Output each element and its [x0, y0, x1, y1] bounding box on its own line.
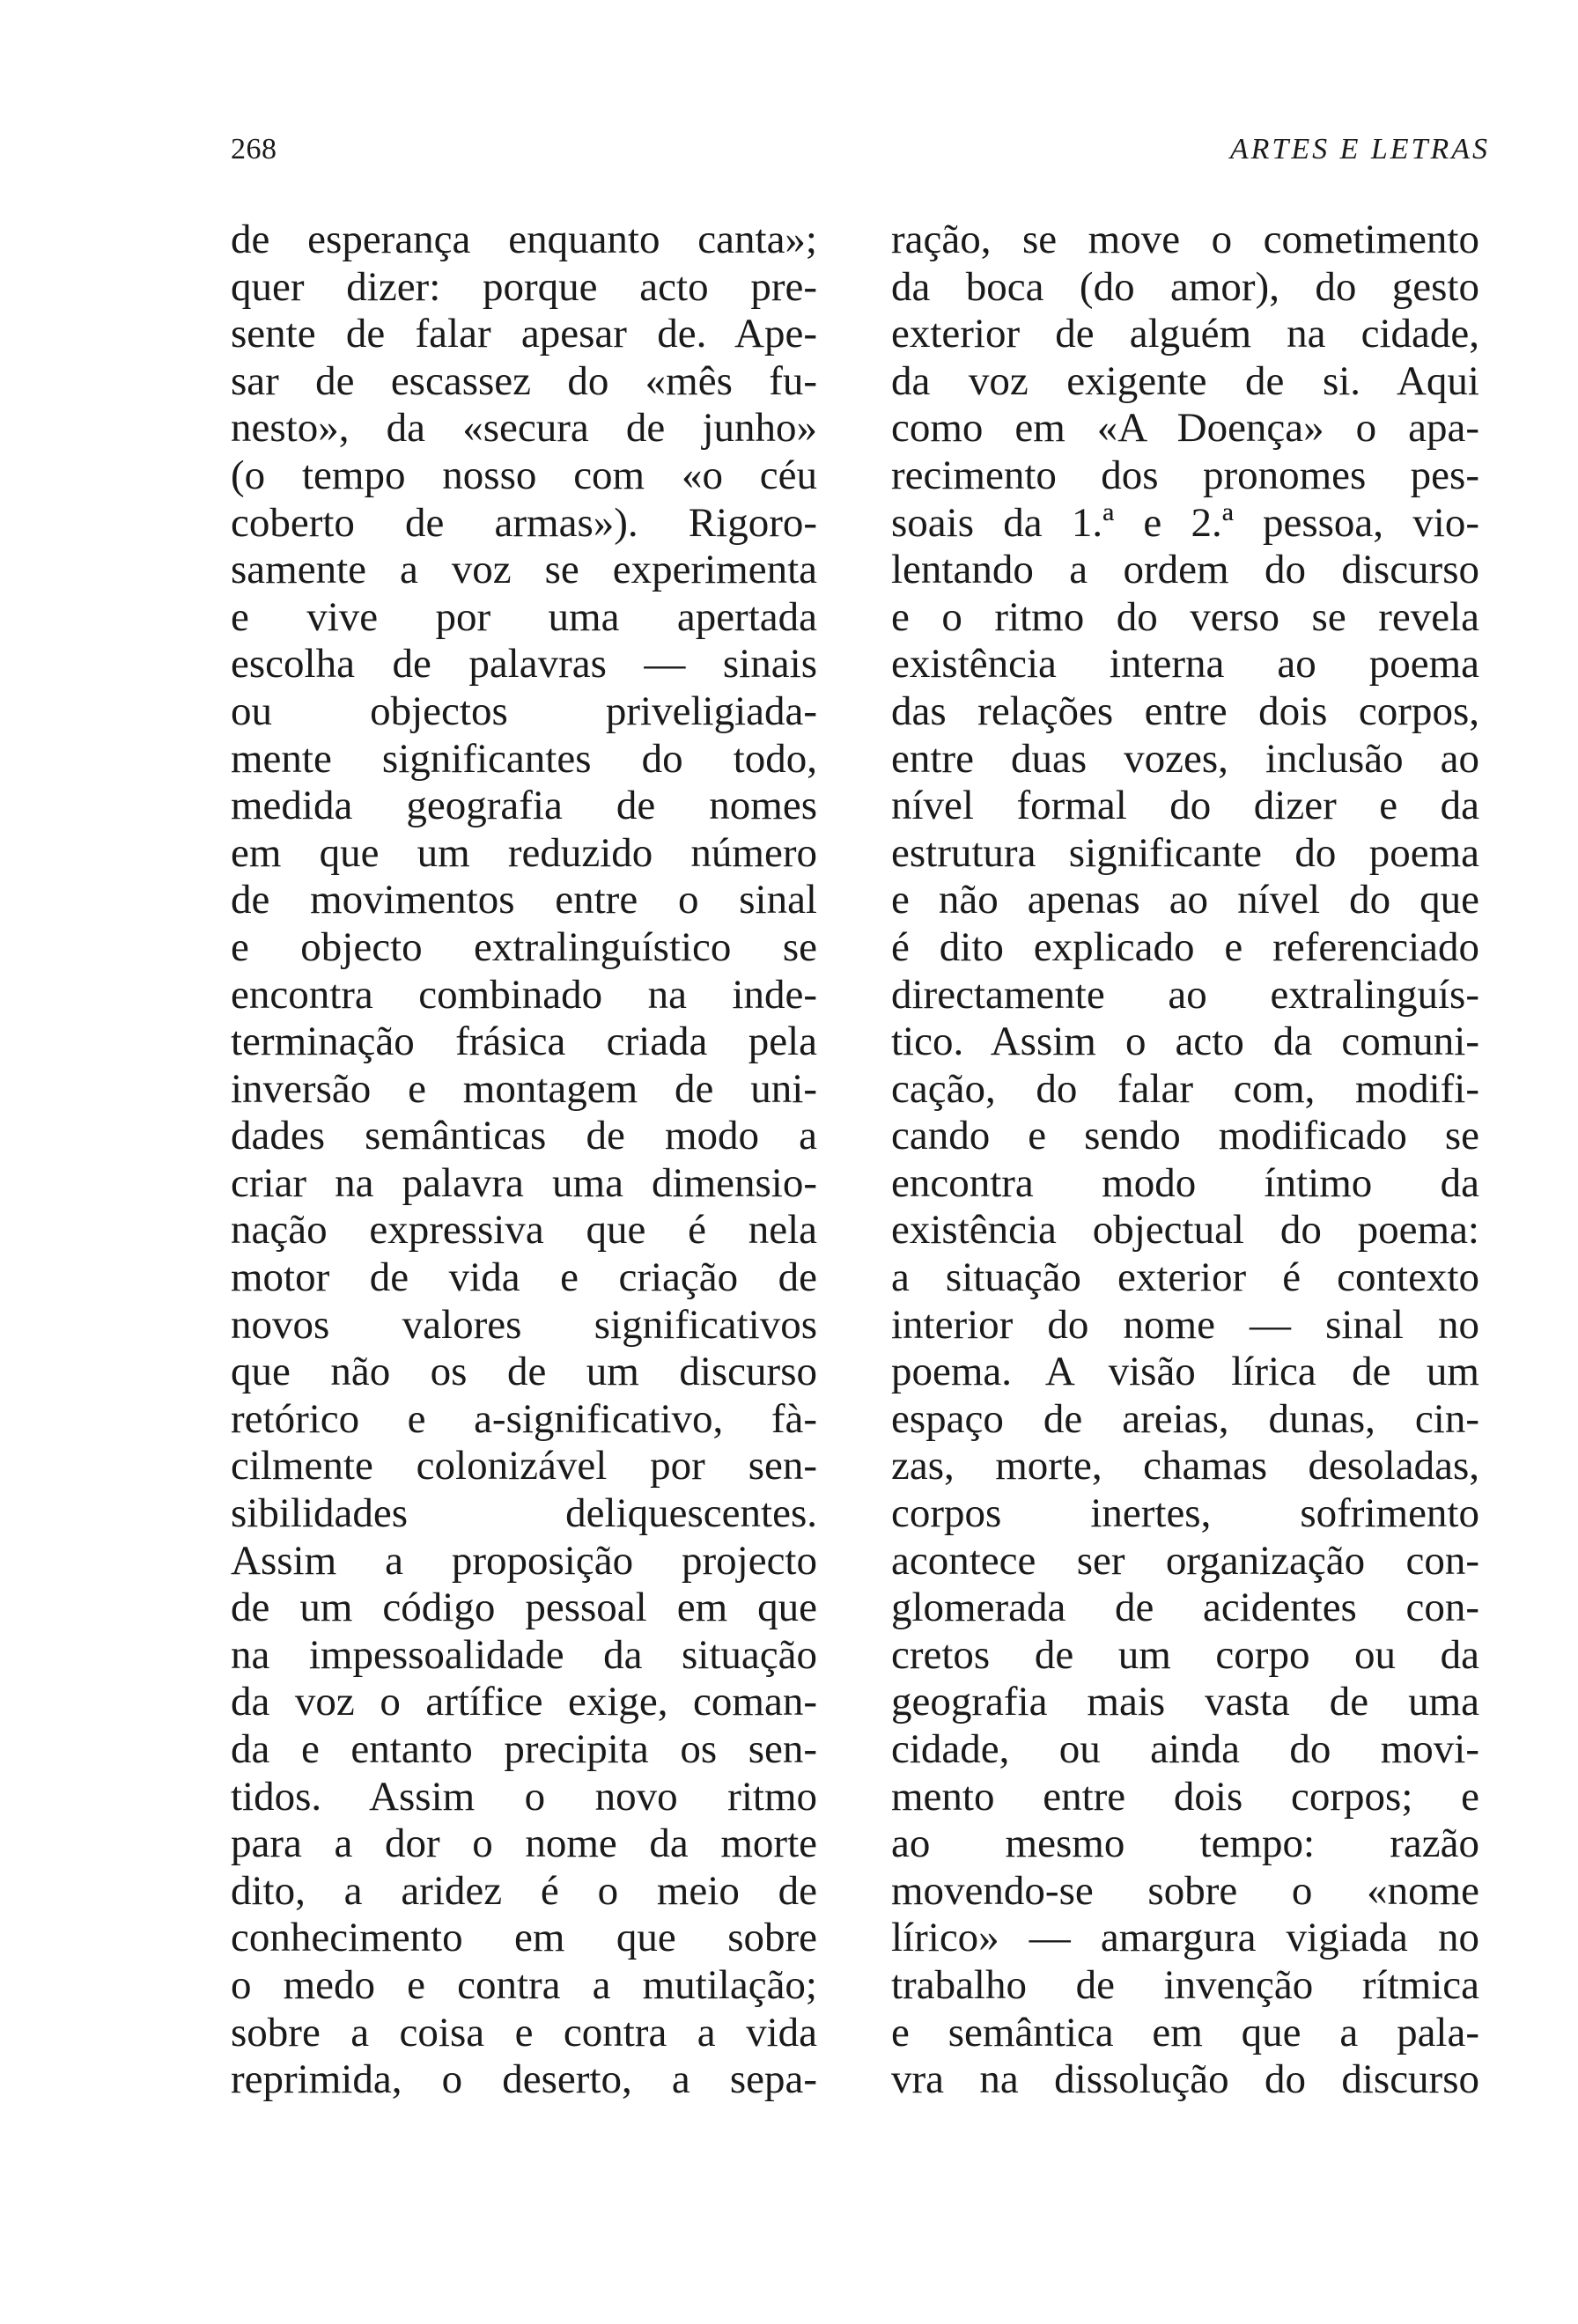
text-line: soais da 1.ª e 2.ª pessoa, vio- [891, 499, 1479, 546]
text-line: samente a voz se experimenta [231, 547, 817, 593]
text-line: retórico e a-significativo, fà- [231, 1395, 817, 1442]
text-line: recimento dos pronomes pes- [891, 452, 1479, 498]
text-line: de esperança enquanto canta»; [231, 217, 817, 262]
text-line: quer dizer: porque acto pre- [231, 263, 817, 310]
text-line: cando e sendo modificado se [891, 1113, 1479, 1159]
text-line: corpos inertes, sofrimento [891, 1490, 1479, 1537]
text-line: novos valores significativos [231, 1301, 817, 1348]
text-line: cidade, ou ainda do movi- [891, 1726, 1479, 1772]
text-line: mente significantes do todo, [231, 735, 817, 782]
text-line: movendo-se sobre o «nome [891, 1867, 1479, 1914]
text-line: cretos de um corpo ou da [891, 1631, 1479, 1678]
text-line: da voz o artífice exige, coman- [231, 1679, 817, 1725]
text-line: da voz exigente de si. Aqui [891, 357, 1479, 404]
text-line: nível formal do dizer e da [891, 783, 1479, 829]
text-line: reprimida, o deserto, a sepa- [231, 2056, 817, 2103]
text-line: ou objectos priveligiada- [231, 688, 817, 734]
text-line: existência interna ao poema [891, 641, 1479, 688]
text-line: entre duas vozes, inclusão ao [891, 735, 1479, 782]
text-line: trabalho de invenção rítmica [891, 1961, 1479, 2008]
text-line: conhecimento em que sobre [231, 1915, 817, 1961]
text-line: na impessoalidade da situação [231, 1631, 817, 1678]
right-text-column [891, 217, 1479, 2104]
text-line: sente de falar apesar de. Ape- [231, 311, 817, 357]
page-number: 268 [231, 133, 277, 165]
text-line: para a dor o nome da morte [231, 1820, 817, 1867]
text-line: encontra modo íntimo da [891, 1159, 1479, 1206]
text-line: Assim a proposição projecto [231, 1537, 817, 1584]
text-line: dito, a aridez é o meio de [231, 1867, 817, 1914]
text-line: e o ritmo do verso se revela [891, 593, 1479, 640]
text-line: e semântica em que a pala- [891, 2009, 1479, 2056]
text-line: encontra combinado na inde- [231, 971, 817, 1018]
text-line: de um código pessoal em que [231, 1585, 817, 1631]
text-line: lentando a ordem do discurso [891, 547, 1479, 593]
text-line: dades semânticas de modo a [231, 1113, 817, 1159]
text-line: sobre a coisa e contra a vida [231, 2009, 817, 2056]
text-line: directamente ao extralinguís- [891, 971, 1479, 1018]
text-line: inversão e montagem de uni- [231, 1065, 817, 1112]
text-line: espaço de areias, dunas, cin- [891, 1395, 1479, 1442]
text-line: e objecto extralinguístico se [231, 923, 817, 970]
text-line: terminação frásica criada pela [231, 1019, 817, 1065]
left-text-column [231, 217, 817, 2104]
text-line: nação expressiva que é nela [231, 1207, 817, 1254]
text-line: e não apenas ao nível do que [891, 877, 1479, 923]
text-line: lírico» — amargura vigiada no [891, 1915, 1479, 1961]
text-line: cação, do falar com, modifi- [891, 1065, 1479, 1112]
text-line: poema. A visão lírica de um [891, 1349, 1479, 1395]
text-line: glomerada de acidentes con- [891, 1585, 1479, 1631]
text-line: e vive por uma apertada [231, 593, 817, 640]
text-line: cilmente colonizável por sen- [231, 1443, 817, 1489]
running-title: ARTES E LETRAS [1229, 133, 1490, 165]
text-line: sar de escassez do «mês fu- [231, 357, 817, 404]
text-line: coberto de armas»). Rigoro- [231, 499, 817, 546]
text-line: é dito explicado e referenciado [891, 923, 1479, 970]
text-line: que não os de um discurso [231, 1349, 817, 1395]
text-line: sibilidades deliquescentes. [231, 1490, 817, 1537]
text-line: criar na palavra uma dimensio- [231, 1159, 817, 1206]
text-line: estrutura significante do poema [891, 829, 1479, 876]
text-line: ração, se move o cometimento [891, 217, 1479, 262]
text-line: o medo e contra a mutilação; [231, 1961, 817, 2008]
text-line: tidos. Assim o novo ritmo [231, 1773, 817, 1820]
text-line: acontece ser organização con- [891, 1537, 1479, 1584]
text-line: existência objectual do poema: [891, 1207, 1479, 1254]
text-line: tico. Assim o acto da comuni- [891, 1019, 1479, 1065]
text-line: a situação exterior é contexto [891, 1254, 1479, 1301]
text-line: de movimentos entre o sinal [231, 877, 817, 923]
text-line: da e entanto precipita os sen- [231, 1726, 817, 1772]
text-line: ao mesmo tempo: razão [891, 1820, 1479, 1867]
text-line: em que um reduzido número [231, 829, 817, 876]
text-line: (o tempo nosso com «o céu [231, 452, 817, 498]
text-line: interior do nome — sinal no [891, 1301, 1479, 1348]
text-line: como em «A Doença» o apa- [891, 405, 1479, 452]
text-line: mento entre dois corpos; e [891, 1773, 1479, 1820]
text-line: vra na dissolução do discurso [891, 2056, 1479, 2103]
text-line: zas, morte, chamas desoladas, [891, 1443, 1479, 1489]
text-line: motor de vida e criação de [231, 1254, 817, 1301]
text-line: das relações entre dois corpos, [891, 688, 1479, 734]
text-line: nesto», da «secura de junho» [231, 405, 817, 452]
text-line: exterior de alguém na cidade, [891, 311, 1479, 357]
text-line: medida geografia de nomes [231, 783, 817, 829]
text-line: da boca (do amor), do gesto [891, 263, 1479, 310]
text-line: escolha de palavras — sinais [231, 641, 817, 688]
text-line: geografia mais vasta de uma [891, 1679, 1479, 1725]
